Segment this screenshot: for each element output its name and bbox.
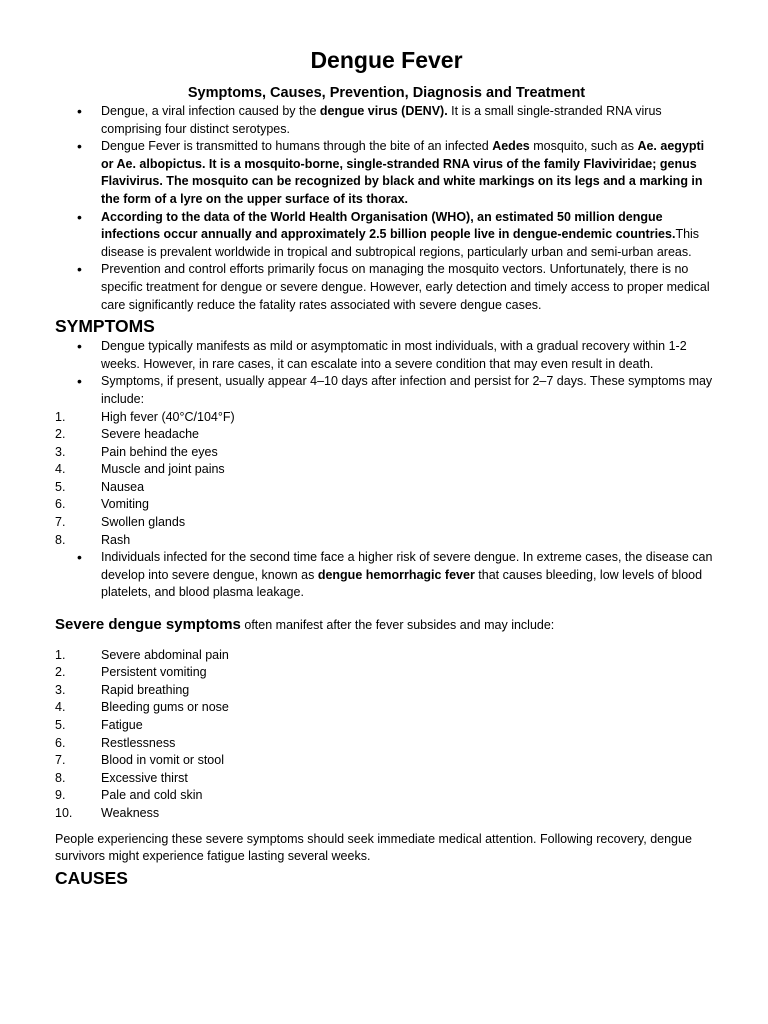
list-item: 6. Restlessness (55, 735, 176, 750)
intro-bullet: • Prevention and control efforts primarily focus on managing the mosquito vectors. Unfortunately, there is no specific treatment for dengue or severe dengue. However, early detection and timely access to proper medical care significantly reduce the fatality rates associated with severe dengue cases. (55, 261, 718, 314)
list-item: 4. Bleeding gums or nose (55, 700, 229, 715)
list-item: 5. Nausea (55, 479, 145, 494)
list-item: 8. Rash (55, 532, 131, 547)
symptoms-numbered-list (55, 409, 718, 550)
symptoms-bullet: • Individuals infected for the second time face a higher risk of severe dengue. In extreme cases, the disease can develop into severe dengue, known as dengue hemorrhagic fever that causes bleeding, low levels of blood platelets, and blood plasma leakage. (55, 549, 718, 602)
list-item: 2. Severe headache (55, 427, 199, 442)
symptoms-section (55, 338, 718, 602)
list-item: 8. Excessive thirst (55, 770, 188, 785)
page-subtitle: Symptoms, Causes, Prevention, Diagnosis and Treatment (187, 85, 586, 101)
severe-intro: Severe dengue symptoms often manifest after the fever subsides and may include: (55, 616, 555, 634)
list-item: 2. Persistent vomiting (55, 665, 207, 680)
list-item: 1. Severe abdominal pain (55, 647, 229, 662)
list-item: 6. Vomiting (55, 497, 149, 512)
list-item: 3. Pain behind the eyes (55, 444, 218, 459)
severe-numbered-list (55, 647, 718, 823)
list-item: 10. Weakness (55, 805, 160, 820)
severe-lead: Severe dengue symptoms (55, 616, 241, 634)
list-item: 5. Fatigue (55, 718, 143, 732)
list-item: 4. Muscle and joint pains (55, 462, 225, 477)
closing-paragraph: People experiencing these severe symptoms should seek immediate medical attention. Following recovery, dengue survivors might experience fatigue lasting several weeks. (55, 831, 692, 864)
intro-bullet-list (55, 103, 718, 314)
list-item: 3. Rapid breathing (55, 682, 190, 697)
list-item: 7. Swollen glands (55, 515, 186, 530)
symptoms-bullet: • Dengue typically manifests as mild or asymptomatic in most individuals, with a gradual recovery within 1-2 weeks. However, in rare cases, it can escalate into a severe condition that may even result in death. (55, 338, 718, 373)
intro-bullet: • Dengue Fever is transmitted to humans through the bite of an infected Aedes mosquito, such as Ae. aegypti or Ae. albopictus. It is a mosquito-borne, single-stranded RNA virus of the family Flaviviridae; genus Flavivirus. The mosquito can be recognized by black and white markings on its legs and a marking in the form of a lyre on the upper surface of its thorax. (55, 138, 718, 208)
list-item: 7. Blood in vomit or stool (55, 753, 224, 768)
page-title: Dengue Fever (310, 47, 463, 73)
symptoms-heading: SYMPTOMS (55, 316, 155, 337)
intro-bullet: • Dengue, a viral infection caused by the dengue virus (DENV). It is a small single-stranded RNA virus comprising four distinct serotypes. (55, 103, 718, 138)
intro-bullet: • According to the data of the World Health Organisation (WHO), an estimated 50 million dengue infections occur annually and approximately 2.5 billion people live in dengue-endemic countries.This disease is prevalent worldwide in tropical and subtropical regions, particularly urban and semi-urban areas. (55, 209, 718, 262)
causes-heading: CAUSES (55, 867, 128, 888)
symptoms-bullet: • Symptoms, if present, usually appear 4–10 days after infection and persist for 2–7 days. These symptoms may include: (55, 373, 718, 408)
list-item: 1. High fever (40°C/104°F) (55, 409, 235, 424)
list-item: 9. Pale and cold skin (55, 788, 203, 803)
